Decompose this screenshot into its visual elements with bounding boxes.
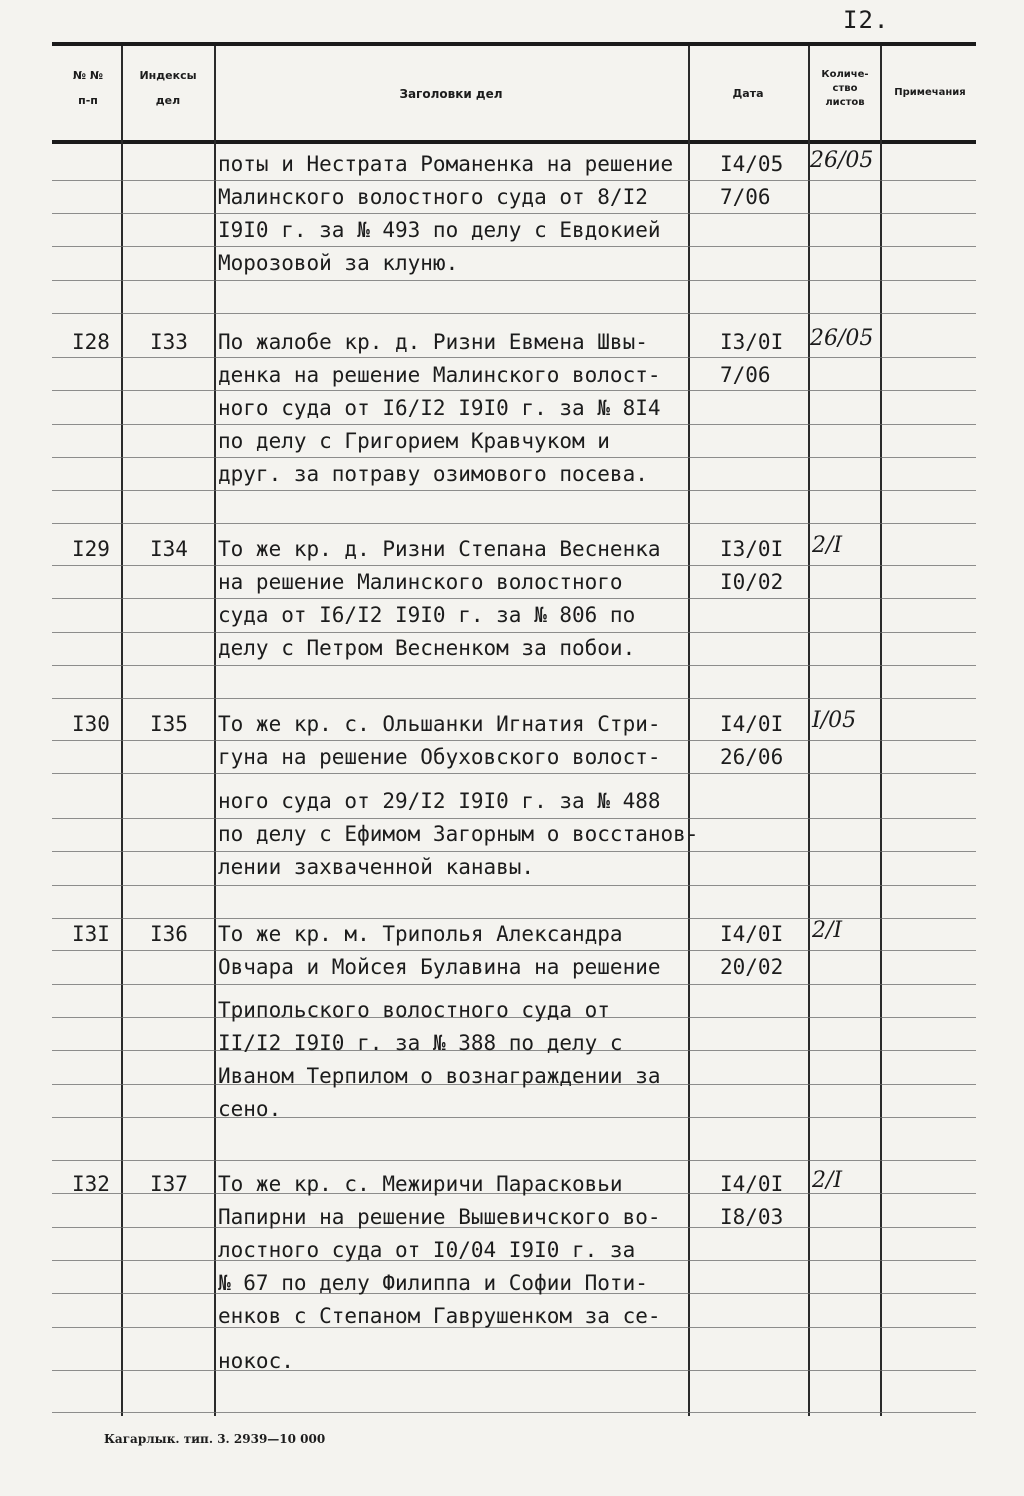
column-divider [121, 46, 123, 1416]
entry-title-line: То же кр. м. Триполья Александра [218, 922, 623, 946]
header-sheets-line2: ство [832, 83, 858, 94]
entry-title-line: I9I0 г. за № 493 по делу с Евдокией [218, 218, 661, 242]
header-num [56, 68, 120, 109]
printer-footer: Кагарлык. тип. 3. 2939—10 000 [104, 1432, 326, 1446]
entry-title-line: Малинского волостного суда от 8/I2 [218, 185, 648, 209]
entry-sheets: 2/I [812, 1168, 843, 1193]
entry-date-from: I4/0I [720, 712, 784, 736]
entry-date-to: 7/06 [720, 185, 771, 209]
entry-title-line: делу с Петром Весненком за побои. [218, 636, 636, 660]
entry-sheets: I/05 [812, 708, 857, 733]
header-index-line1: Индексы [139, 69, 197, 82]
entry-title-line: То же кр. с. Межиричи Парасковьи [218, 1172, 623, 1196]
entry-index: I33 [150, 330, 188, 354]
entry-title-line: по делу с Григорием Кравчуком и [218, 429, 610, 453]
header-top-rule [52, 42, 976, 46]
ruled-line [52, 1160, 976, 1161]
entry-date-to: I8/03 [720, 1205, 784, 1229]
ruled-line [52, 1412, 976, 1413]
entry-sheets: 26/05 [810, 326, 874, 351]
entry-title-line: енков с Степаном Гаврушенком за се- [218, 1304, 661, 1328]
entry-date-to: 20/02 [720, 955, 784, 979]
entry-date-from: I4/0I [720, 922, 784, 946]
entry-date-to: 26/06 [720, 745, 784, 769]
entry-date-from: I4/05 [720, 152, 784, 176]
header-sheets-line1: Количе- [821, 69, 869, 80]
header-index-line2: дел [155, 94, 181, 108]
entry-title-line: денка на решение Малинского волост- [218, 363, 661, 387]
header-num-line1: № № [72, 69, 104, 82]
entry-index: I34 [150, 537, 188, 561]
entry-title-line: ного суда от 29/I2 I9I0 г. за № 488 [218, 789, 661, 813]
entry-index: I37 [150, 1172, 188, 1196]
entry-title-line: Трипольского волостного суда от [218, 998, 610, 1022]
entry-sheets: 2/I [812, 918, 843, 943]
entry-sheets: 26/05 [810, 148, 874, 173]
page-number: I2. [843, 6, 890, 34]
ruled-line [52, 665, 976, 666]
entry-title-line: То же кр. с. Ольшанки Игнатия Стри- [218, 712, 661, 736]
entry-title-line: сено. [218, 1097, 282, 1121]
entry-title-line: Папирни на решение Вышевичского во- [218, 1205, 661, 1229]
header-bottom-rule [52, 140, 976, 144]
header-sheets-line3: листов [825, 97, 865, 108]
column-divider [688, 46, 690, 1416]
entry-title-line: Иваном Терпилом о вознаграждении за [218, 1064, 661, 1088]
entry-sheets: 2/I [812, 533, 843, 558]
entry-num: I30 [72, 712, 110, 736]
ruled-line [52, 280, 976, 281]
header-title: Заголовки дел [399, 87, 503, 101]
entry-num: I3I [72, 922, 110, 946]
entry-title-line: Овчара и Мойсея Булавина на решение [218, 955, 661, 979]
header-num-line2: п-п [78, 94, 98, 108]
entry-date-to: 7/06 [720, 363, 771, 387]
entry-num: I29 [72, 537, 110, 561]
entry-index: I35 [150, 712, 188, 736]
column-divider [880, 46, 882, 1416]
entry-title-line: ного суда от I6/I2 I9I0 г. за № 8I4 [218, 396, 661, 420]
entry-title-line: По жалобе кр. д. Ризни Евмена Швы- [218, 330, 648, 354]
entry-date-from: I3/0I [720, 537, 784, 561]
header-index [124, 68, 212, 109]
entry-title-line: поты и Нестрата Романенка на решение [218, 152, 674, 176]
entry-title-line: по делу с Ефимом Загорным о восстанов- [218, 822, 699, 846]
ruled-line [52, 698, 976, 699]
entry-num: I32 [72, 1172, 110, 1196]
entry-title-line: То же кр. д. Ризни Степана Весненка [218, 537, 661, 561]
column-divider [214, 46, 216, 1416]
entry-title-line: суда от I6/I2 I9I0 г. за № 806 по [218, 603, 636, 627]
entry-title-line: Морозовой за клуню. [218, 251, 459, 275]
ruled-line [52, 885, 976, 886]
entry-title-line: лостного суда от I0/04 I9I0 г. за [218, 1238, 636, 1262]
header-notes: Примечания [894, 87, 966, 98]
entry-date-from: I4/0I [720, 1172, 784, 1196]
ruled-line [52, 984, 976, 985]
entry-title-line: нокос. [218, 1349, 294, 1373]
entry-title-line: лении захваченной канавы. [218, 855, 535, 879]
entry-title-line: II/I2 I9I0 г. за № 388 по делу с [218, 1031, 623, 1055]
header-sheets [810, 68, 880, 110]
ruled-line [52, 313, 976, 314]
header-date: Дата [732, 87, 764, 100]
ruled-line [52, 523, 976, 524]
entry-num: I28 [72, 330, 110, 354]
column-divider [808, 46, 810, 1416]
entry-date-to: I0/02 [720, 570, 784, 594]
entry-title-line: на решение Малинского волостного [218, 570, 623, 594]
entry-date-from: I3/0I [720, 330, 784, 354]
entry-title-line: № 67 по делу Филиппа и Софии Поти- [218, 1271, 648, 1295]
ruled-line [52, 1370, 976, 1371]
ruled-line [52, 1117, 976, 1118]
entry-index: I36 [150, 922, 188, 946]
entry-title-line: друг. за потраву озимового посева. [218, 462, 648, 486]
entry-title-line: гуна на решение Обуховского волост- [218, 745, 661, 769]
